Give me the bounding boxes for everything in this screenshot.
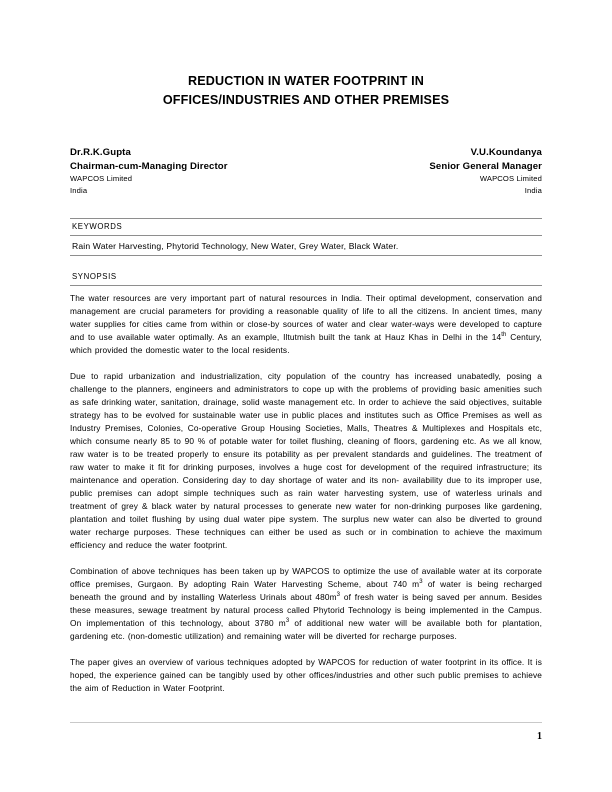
author-organization: WAPCOS Limited bbox=[70, 174, 133, 183]
paragraph: The paper gives an overview of various techniques adopted by WAPCOS for reduction of water footprint in its office. It is hoped, the experience gained can be tangibly used by other offices/industries and other such public premises to achieve the aim of Reduction in Water Footprint. bbox=[70, 657, 542, 693]
superscript: 3 bbox=[336, 592, 341, 599]
paragraph: The water resources are very important part of natural resources in India. Their optimal development, conservation and management are crucial parameters for providing a reasonable quality of life to all the citizens. In ancient times, many water supplies for cities came from within or close-by sources of water and clear water-ways were developed to capture and to use available water optimally. As an example, Iltutmish built the tank at Hauz Khas in Delhi in the 14th Century, which provided the domestic water to the local residents. bbox=[70, 293, 542, 355]
synopsis-body bbox=[70, 286, 542, 695]
page-content bbox=[70, 0, 542, 695]
author-entry-1 bbox=[70, 146, 297, 196]
title-line-2: OFFICES/INDUSTRIES AND OTHER PREMISES bbox=[162, 93, 450, 107]
keywords-section bbox=[70, 218, 542, 256]
synopsis-heading: SYNOPSIS bbox=[72, 272, 117, 281]
superscript: th bbox=[501, 332, 507, 339]
author-entry-2 bbox=[315, 146, 542, 196]
synopsis-section bbox=[70, 269, 542, 695]
keywords-list: Rain Water Harvesting, Phytorid Technology, New Water, Grey Water, Black Water. bbox=[72, 241, 399, 251]
paragraph: Due to rapid urbanization and industrialization, city population of the country has increased unabatedly, posing a challenge to the planners, engineers and administrators to cope up with the problems of providing basic amenities such as safe drinking water, sanitation, drainage, solid waste management etc. In order to achieve the said objectives, suitable strategy has to be evolved for sustainable water use in public places and institutes such as Office Premises as well as Industry Premises, Colonies, Co-operative Group Housing Societies, Malls, Theatres & Multiplexes and Hospitals etc, which consume nearly 85 to 90 % of potable water for toilet flushing, cleaning of floors, gardening etc. As we all know, raw water is to be treated properly to ensure its potability as per prevalent standards and guidelines. The treatment of raw water to make it fit for drinking purposes, involves a huge cost for development of the required infrastructure; its maintenance and operation. Considering day to day shortage of water and its non- availability due to its improper use, public premises can adopt simple techniques such as rain water harvesting system, use of waterless urinals and treatment of grey & black water by natural processes to generate new water for non-drinking purposes like gardening, plantation and toilet flushing by using dual water pipe system. The surplus new water can also be diverted to ground water recharge purposes. These techniques can either be used as such or in combination to achieve the maximum efficiency and reduce the water footprint. bbox=[70, 371, 542, 550]
page-number: 1 bbox=[537, 731, 542, 742]
author-block bbox=[70, 146, 542, 196]
superscript: 3 bbox=[285, 618, 290, 625]
page-title bbox=[70, 72, 542, 110]
author-name: V.U.Koundanya bbox=[470, 147, 542, 158]
page-footer bbox=[70, 722, 542, 742]
paragraph: Combination of above techniques has been taken up by WAPCOS to optimize the use of available water at its corporate office premises, Gurgaon. By adopting Rain Water Harvesting Scheme, about 740 $m^3$ of water is being recharged beneath the ground and by installing Waterless Urinals about $480m^3$ of fresh water is being saved per annum. Besides these measures, sewage treatment by natural process called Phytorid Technology is being implemented in the Campus. On implementation of this technology, about 3780 $m^3$ of additional new water will be available both for plantation, gardening etc. (non-domestic utilization) and remaining water will be diverted for recharge purposes. bbox=[70, 566, 543, 641]
title-line-1: REDUCTION IN WATER FOOTPRINT IN bbox=[188, 74, 424, 88]
author-role: Senior General Manager bbox=[429, 160, 542, 172]
author-country: India bbox=[70, 185, 88, 195]
author-name: Dr.R.K.Gupta bbox=[70, 147, 131, 158]
keywords-rule-bottom bbox=[70, 255, 542, 256]
author-role: Chairman-cum-Managing Director bbox=[70, 160, 228, 172]
author-country: India bbox=[524, 185, 542, 195]
superscript: 3 bbox=[419, 579, 423, 586]
author-organization: WAPCOS Limited bbox=[479, 174, 542, 183]
keywords-heading: KEYWORDS bbox=[72, 222, 123, 231]
